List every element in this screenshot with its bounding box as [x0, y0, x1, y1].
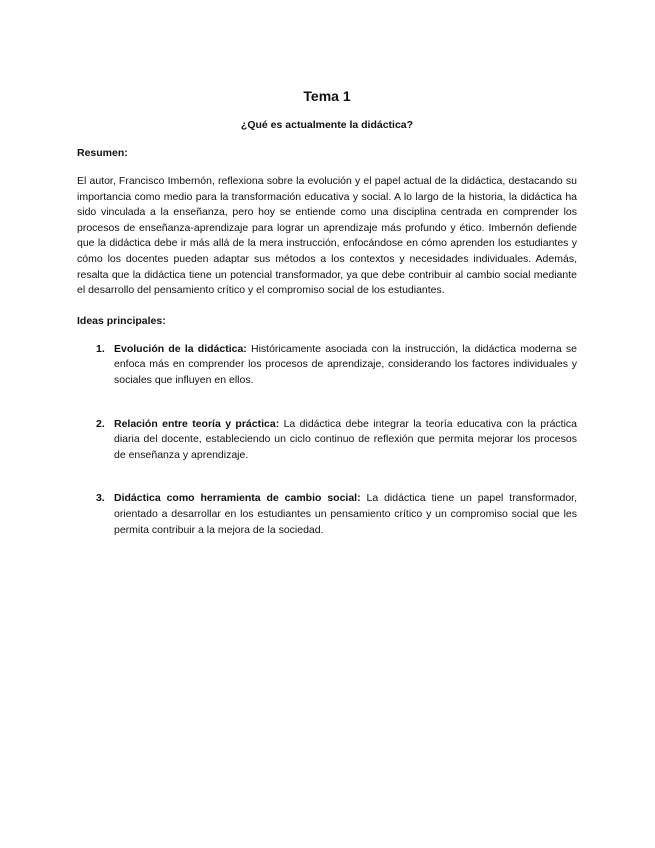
idea-text: Históricamente asociada con la instrucción, la didáctica moderna se enfoca más en comprender los procesos de aprendizaje, considerando los factores individuales y sociales que influyen en ellos.: [114, 342, 577, 386]
idea-text: La didáctica tiene un papel transformador, orientado a desarrollar en los estudiantes un pensamiento crítico y un compromiso social que les permita contribuir a la mejora de la sociedad.: [114, 492, 577, 536]
document-title: Tema 1: [303, 88, 351, 104]
idea-term: Didáctica como herramienta de cambio social:: [114, 492, 361, 505]
idea-term: Relación entre teoría y práctica:: [114, 417, 280, 430]
idea-item: [77, 342, 577, 389]
idea-item: [77, 417, 577, 464]
idea-term: Evolución de la didáctica:: [114, 342, 247, 355]
idea-number: 3.: [96, 492, 105, 505]
idea-number: 2.: [96, 417, 105, 430]
ideas-list: [77, 342, 577, 538]
idea-item: [77, 491, 577, 538]
document-content: [77, 86, 577, 566]
document-subtitle: ¿Qué es actualmente la didáctica?: [240, 119, 414, 131]
idea-text: La didáctica debe integrar la teoría educativa con la práctica diaria del docente, estableciendo un ciclo continuo de reflexión que permita mejorar los procesos de enseñanza y aprendizaje.: [114, 417, 578, 461]
summary-label: Resumen:: [77, 147, 128, 159]
ideas-label: Ideas principales:: [77, 314, 166, 327]
summary-paragraph: El autor, Francisco Imbernón, reflexiona sobre la evolución y el papel actual de la didáctica, destacando su importancia como medio para la transformación educativa y social. A lo largo de la historia, la didáctica ha sido vinculada a la enseñanza, pero hoy se entiende como una disciplina centrada en comprender los procesos de enseñanza-aprendizaje para lograr un aprendizaje más profundo y ético. Imbernón defiende que la didáctica debe ir más allá de la mera instrucción, enfocándose en cómo aprenden los estudiantes y cómo los docentes pueden adaptar sus métodos a los contextos y necesidades individuales. Además, resalta que la didáctica tiene un potencial transformador, ya que debe contribuir al cambio social mediante el desarrollo del pensamiento crítico y el compromiso social de los estudiantes.: [77, 175, 577, 297]
idea-number: 1.: [96, 342, 105, 355]
